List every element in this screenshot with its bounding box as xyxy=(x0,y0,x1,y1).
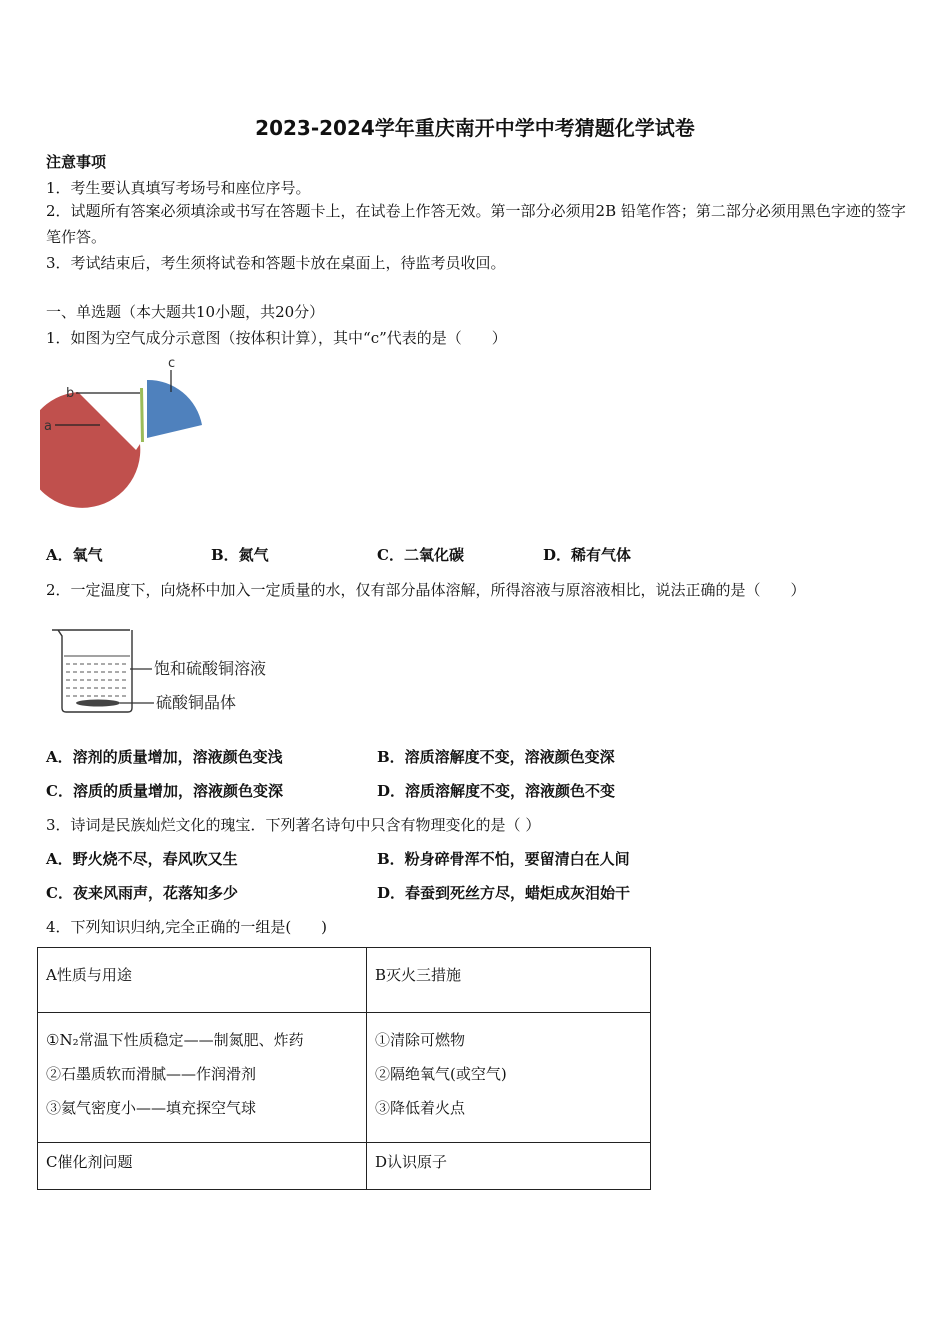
label-b: b xyxy=(66,386,75,401)
q3-option-d[interactable]: D．春蚕到死丝方尽，蜡炬成灰泪始干 xyxy=(377,884,631,902)
crystal-pile xyxy=(76,700,120,707)
q2-stem: 2．一定温度下，向烧杯中加入一定质量的水，仅有部分晶体溶解，所得溶液与原溶液相比，说法正确的是（ ） xyxy=(46,581,806,599)
q3-option-a[interactable]: A．野火烧不尽，春风吹又生 xyxy=(46,850,238,868)
q1-option-c[interactable]: C．二氧化碳 xyxy=(377,546,464,564)
q3-option-b[interactable]: B．粉身碎骨浑不怕，要留清白在人间 xyxy=(377,850,630,868)
q3-option-c[interactable]: C．夜来风雨声，花落知多少 xyxy=(46,884,238,902)
label-solution: 饱和硫酸铜溶液 xyxy=(154,659,267,678)
q4-a-item-3: ③氦气密度小——填充探空气球 xyxy=(46,1099,257,1117)
q2-beaker-figure xyxy=(48,626,308,721)
q4-b-item-3: ③降低着火点 xyxy=(375,1099,466,1117)
page-title: 2023-2024学年重庆南开中学中考猜题化学试卷 xyxy=(255,116,695,140)
section-heading: 一、单选题（本大题共10小题，共20分） xyxy=(46,303,325,321)
q1-stem: 1．如图为空气成分示意图（按体积计算），其中“c”代表的是（ ） xyxy=(46,329,507,347)
q4-cell-b-head xyxy=(367,948,651,1013)
q4-b-head: B灭火三措施 xyxy=(375,966,462,984)
label-crystal: 硫酸铜晶体 xyxy=(156,693,237,712)
q2-option-d[interactable]: D．溶质溶解度不变，溶液颜色不变 xyxy=(377,782,616,800)
q4-a-item-1: ①N₂常温下性质稳定——制氮肥、炸药 xyxy=(46,1031,304,1049)
q4-d-head: D认识原子 xyxy=(375,1153,448,1171)
q4-a-item-2: ②石墨质软而滑腻——作润滑剂 xyxy=(46,1065,257,1083)
q4-b-item-2: ②隔绝氧气(或空气) xyxy=(375,1065,507,1083)
label-c: c xyxy=(168,356,176,371)
q1-option-a[interactable]: A．氧气 xyxy=(46,546,103,564)
q4-b-item-1: ①清除可燃物 xyxy=(375,1031,466,1049)
notice-item-1: 1．考生要认真填写考场号和座位序号。 xyxy=(46,179,311,197)
notice-heading: 注意事项 xyxy=(46,153,107,171)
q1-pie-chart xyxy=(40,352,240,522)
q4-table xyxy=(37,947,651,1190)
q4-cell-b-items xyxy=(367,1013,651,1143)
pie-slice-a xyxy=(40,392,140,508)
notice-item-2: 2．试题所有答案必须填涂或书写在答题卡上，在试卷上作答无效。第一部分必须用2B 铅笔作答；第二部分必须用黑色字迹的签字笔作答。 xyxy=(46,202,906,246)
q2-option-a[interactable]: A．溶剂的质量增加，溶液颜色变浅 xyxy=(46,748,283,766)
q1-option-b[interactable]: B．氮气 xyxy=(211,546,269,564)
pie-slice-c xyxy=(147,380,202,438)
q4-cell-c-head xyxy=(38,1143,367,1190)
q4-a-head: A性质与用途 xyxy=(46,966,132,984)
q1-option-d[interactable]: D．稀有气体 xyxy=(543,546,632,564)
q2-option-c[interactable]: C．溶质的质量增加，溶液颜色变深 xyxy=(46,782,283,800)
q4-stem: 4．下列知识归纳,完全正确的一组是( ) xyxy=(46,918,328,936)
notice-item-3: 3．考试结束后，考生须将试卷和答题卡放在桌面上，待监考员收回。 xyxy=(46,254,506,272)
q4-cell-a-head xyxy=(38,948,367,1013)
q4-cell-d-head xyxy=(367,1143,651,1190)
pie-slice-b xyxy=(140,388,144,442)
q2-option-b[interactable]: B．溶质溶解度不变，溶液颜色变深 xyxy=(377,748,615,766)
q3-stem: 3．诗词是民族灿烂文化的瑰宝．下列著名诗句中只含有物理变化的是（ ） xyxy=(46,816,541,834)
q4-c-head: C催化剂问题 xyxy=(46,1153,133,1171)
q4-cell-a-items xyxy=(38,1013,367,1143)
label-a: a xyxy=(44,419,52,434)
